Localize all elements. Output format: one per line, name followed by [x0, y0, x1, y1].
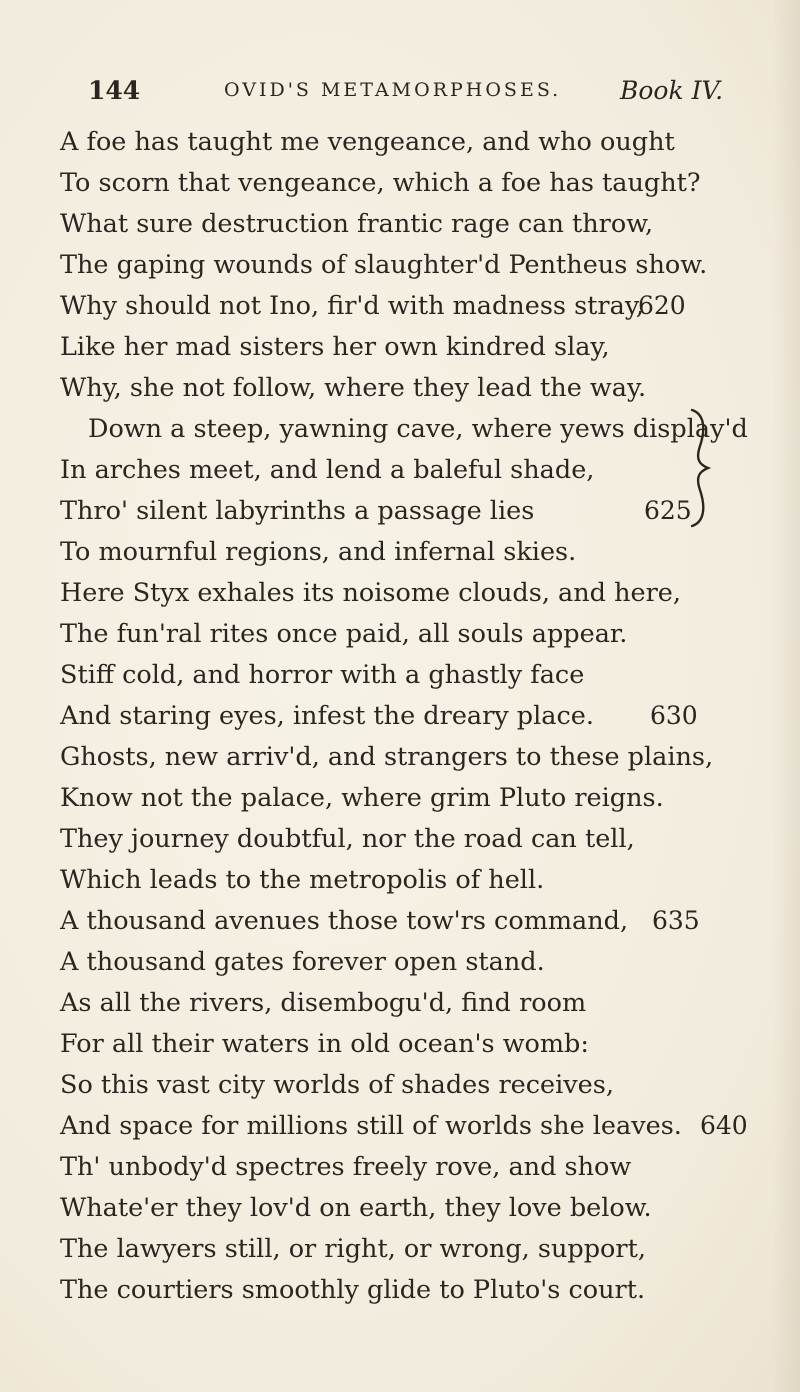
- verse-line: [0, 573, 800, 613]
- verse-text: Ghosts, new arriv'd, and strangers to these plains,: [60, 742, 714, 772]
- running-title: OVID'S METAMORPHOSES.: [224, 79, 562, 101]
- verse-text: For all their waters in old ocean's womb:: [60, 1029, 589, 1059]
- line-number: 640: [700, 1111, 748, 1140]
- verse-line: [0, 1188, 800, 1228]
- verse-line: [0, 1106, 800, 1146]
- page-number: 144: [88, 76, 141, 105]
- verse-text: Why, she not follow, where they lead the way.: [60, 373, 647, 403]
- verse-line: [0, 614, 800, 654]
- verse-text: The courtiers smoothly glide to Pluto's court.: [60, 1275, 646, 1305]
- verse-line: [0, 1270, 800, 1310]
- verse-line: [0, 409, 800, 449]
- verse-text: Stiff cold, and horror with a ghastly face: [60, 660, 585, 690]
- verse-line: [0, 983, 800, 1023]
- verse-line: [0, 819, 800, 859]
- verse-line: [0, 491, 800, 531]
- verse-line: [0, 778, 800, 818]
- verse-text: In arches meet, and lend a baleful shade,: [60, 455, 595, 485]
- verse-line: [0, 655, 800, 695]
- verse-line: [0, 1024, 800, 1064]
- verse-text: Which leads to the metropolis of hell.: [60, 865, 545, 895]
- verse-text: A foe has taught me vengeance, and who ought: [60, 127, 675, 157]
- verse-line: [0, 204, 800, 244]
- verse-text: Whate'er they lov'd on earth, they love below.: [60, 1193, 652, 1223]
- verse-text: And staring eyes, infest the dreary place.: [60, 701, 594, 731]
- verse-line: [0, 450, 800, 490]
- verse-text: What sure destruction frantic rage can throw,: [60, 209, 654, 239]
- line-number: 630: [650, 701, 698, 730]
- verse-line: [0, 737, 800, 777]
- verse-line: [0, 286, 800, 326]
- verse-line: [0, 696, 800, 736]
- verse-line: [0, 368, 800, 408]
- verse-text: Down a steep, yawning cave, where yews display'd: [88, 414, 748, 444]
- line-number: 635: [652, 906, 700, 935]
- verse-text: They journey doubtful, nor the road can tell,: [60, 824, 635, 854]
- verse-text: And space for millions still of worlds she leaves.: [60, 1111, 682, 1141]
- verse-text: A thousand gates forever open stand.: [60, 947, 545, 977]
- verse-line: [0, 1229, 800, 1269]
- verse-text: As all the rivers, disembogu'd, find room: [60, 988, 587, 1018]
- triplet-brace: [688, 406, 712, 530]
- verse-line: [0, 327, 800, 367]
- verse-line: [0, 122, 800, 162]
- line-number: 620: [638, 291, 686, 320]
- page-header: [88, 76, 738, 116]
- verse-line: [0, 163, 800, 203]
- verse-text: To mournful regions, and infernal skies.: [60, 537, 577, 567]
- verse-line: [0, 1147, 800, 1187]
- verse-text: So this vast city worlds of shades receives,: [60, 1070, 614, 1100]
- verse-line: [0, 942, 800, 982]
- verse-text: The gaping wounds of slaughter'd Pentheus show.: [60, 250, 708, 280]
- line-number: 625: [644, 496, 692, 525]
- verse-text: Like her mad sisters her own kindred slay,: [60, 332, 610, 362]
- verse-line: [0, 532, 800, 572]
- verse-line: [0, 860, 800, 900]
- verse-text: Know not the palace, where grim Pluto reigns.: [60, 783, 664, 813]
- verse-text: The lawyers still, or right, or wrong, support,: [60, 1234, 646, 1264]
- verse-text: Here Styx exhales its noisome clouds, and here,: [60, 578, 681, 608]
- verse-line: [0, 1065, 800, 1105]
- book-label: Book IV.: [620, 76, 724, 105]
- verse-text: Why should not Ino, fir'd with madness stray,: [60, 291, 644, 321]
- verse-text: Th' unbody'd spectres freely rove, and show: [60, 1152, 632, 1182]
- verse-text: To scorn that vengeance, which a foe has taught?: [60, 168, 701, 198]
- verse-line: [0, 245, 800, 285]
- verse-text: The fun'ral rites once paid, all souls appear.: [60, 619, 628, 649]
- verse-line: [0, 901, 800, 941]
- verse-text: Thro' silent labyrinths a passage lies: [60, 496, 535, 526]
- verse-text: A thousand avenues those tow'rs command,: [60, 906, 629, 936]
